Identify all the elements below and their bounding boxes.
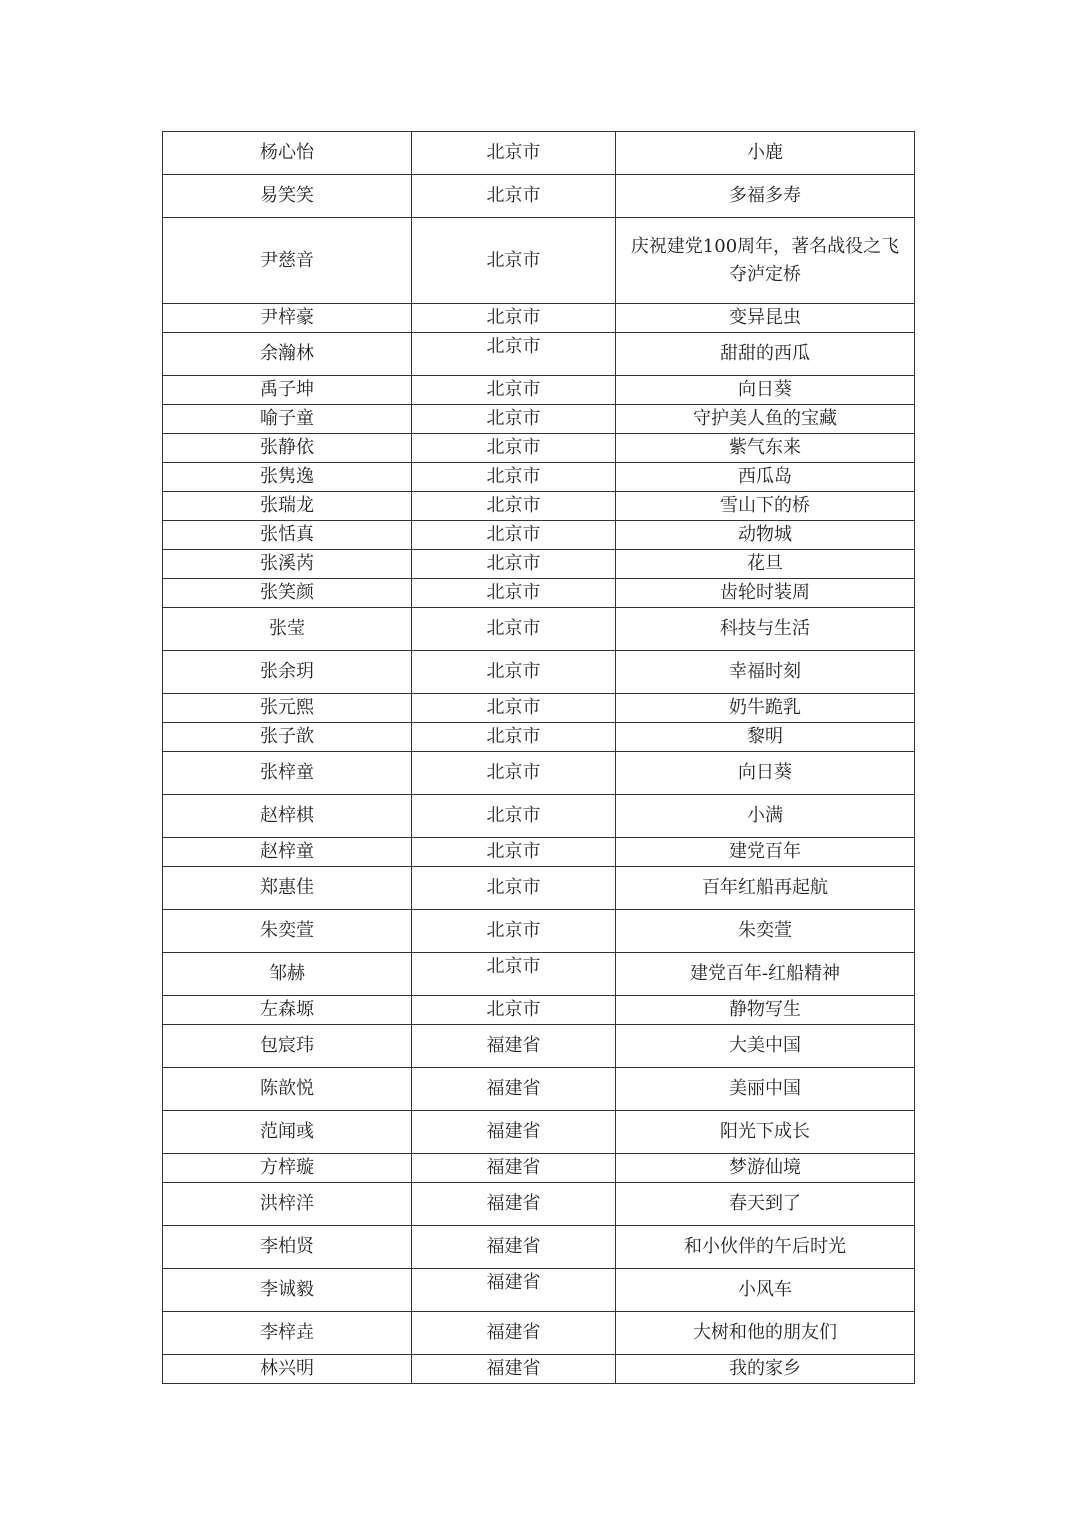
region-cell: 福建省 <box>412 1025 616 1068</box>
title-cell: 梦游仙境 <box>616 1154 915 1183</box>
title-cell: 建党百年-红船精神 <box>616 953 915 996</box>
name-cell: 张瑞龙 <box>163 492 412 521</box>
title-cell: 幸福时刻 <box>616 651 915 694</box>
name-cell: 赵梓棋 <box>163 795 412 838</box>
region-cell: 福建省 <box>412 1183 616 1226</box>
title-cell: 花旦 <box>616 550 915 579</box>
table-row <box>163 694 915 723</box>
region-cell: 福建省 <box>412 1154 616 1183</box>
title-cell: 甜甜的西瓜 <box>616 333 915 376</box>
table-row <box>163 1111 915 1154</box>
name-cell: 林兴明 <box>163 1355 412 1384</box>
table-row <box>163 1154 915 1183</box>
table-row <box>163 651 915 694</box>
region-cell: 北京市 <box>412 953 616 996</box>
title-cell: 向日葵 <box>616 376 915 405</box>
name-cell: 李梓垚 <box>163 1312 412 1355</box>
name-cell: 洪梓洋 <box>163 1183 412 1226</box>
table-row <box>163 867 915 910</box>
region-cell: 北京市 <box>412 752 616 795</box>
table-row <box>163 434 915 463</box>
title-cell: 我的家乡 <box>616 1355 915 1384</box>
name-cell: 李柏贤 <box>163 1226 412 1269</box>
title-cell: 庆祝建党100周年，著名战役之飞夺泸定桥 <box>616 218 915 304</box>
title-cell: 大美中国 <box>616 1025 915 1068</box>
name-cell: 张静依 <box>163 434 412 463</box>
title-cell: 守护美人鱼的宝藏 <box>616 405 915 434</box>
name-cell: 尹慈音 <box>163 218 412 304</box>
title-cell: 小满 <box>616 795 915 838</box>
table-row <box>163 953 915 996</box>
title-cell: 美丽中国 <box>616 1068 915 1111</box>
region-cell: 福建省 <box>412 1111 616 1154</box>
title-cell: 多福多寿 <box>616 175 915 218</box>
name-cell: 朱奕萱 <box>163 910 412 953</box>
table-row <box>163 1025 915 1068</box>
name-cell: 余瀚林 <box>163 333 412 376</box>
table-row <box>163 376 915 405</box>
title-cell: 科技与生活 <box>616 608 915 651</box>
region-cell: 北京市 <box>412 694 616 723</box>
title-cell: 阳光下成长 <box>616 1111 915 1154</box>
table-row <box>163 1269 915 1312</box>
name-cell: 尹梓豪 <box>163 304 412 333</box>
name-cell: 张笑颜 <box>163 579 412 608</box>
region-cell: 北京市 <box>412 492 616 521</box>
region-cell: 北京市 <box>412 608 616 651</box>
table-row <box>163 795 915 838</box>
title-cell: 动物城 <box>616 521 915 550</box>
region-cell: 北京市 <box>412 910 616 953</box>
table-row <box>163 333 915 376</box>
name-cell: 赵梓童 <box>163 838 412 867</box>
name-cell: 张恬真 <box>163 521 412 550</box>
title-cell: 静物写生 <box>616 996 915 1025</box>
table-row <box>163 996 915 1025</box>
table-row <box>163 463 915 492</box>
name-cell: 禹子坤 <box>163 376 412 405</box>
region-cell: 福建省 <box>412 1355 616 1384</box>
region-cell: 北京市 <box>412 175 616 218</box>
table-row <box>163 304 915 333</box>
table-row <box>163 1068 915 1111</box>
name-cell: 陈歆悦 <box>163 1068 412 1111</box>
table-row <box>163 218 915 304</box>
table-row <box>163 175 915 218</box>
region-cell: 北京市 <box>412 218 616 304</box>
region-cell: 北京市 <box>412 521 616 550</box>
entries-table <box>162 131 915 1384</box>
region-cell: 北京市 <box>412 405 616 434</box>
title-cell: 向日葵 <box>616 752 915 795</box>
title-cell: 变异昆虫 <box>616 304 915 333</box>
table-row <box>163 723 915 752</box>
region-cell: 北京市 <box>412 579 616 608</box>
name-cell: 包宸玮 <box>163 1025 412 1068</box>
name-cell: 李诚毅 <box>163 1269 412 1312</box>
name-cell: 杨心怡 <box>163 132 412 175</box>
region-cell: 北京市 <box>412 376 616 405</box>
title-cell: 和小伙伴的午后时光 <box>616 1226 915 1269</box>
name-cell: 方梓璇 <box>163 1154 412 1183</box>
region-cell: 福建省 <box>412 1226 616 1269</box>
title-cell: 小风车 <box>616 1269 915 1312</box>
title-cell: 大树和他的朋友们 <box>616 1312 915 1355</box>
table-row <box>163 752 915 795</box>
name-cell: 张元熙 <box>163 694 412 723</box>
region-cell: 福建省 <box>412 1068 616 1111</box>
region-cell: 北京市 <box>412 795 616 838</box>
title-cell: 雪山下的桥 <box>616 492 915 521</box>
region-cell: 福建省 <box>412 1312 616 1355</box>
title-cell: 齿轮时装周 <box>616 579 915 608</box>
table-row <box>163 1355 915 1384</box>
table-row <box>163 405 915 434</box>
title-cell: 西瓜岛 <box>616 463 915 492</box>
table-body <box>163 132 915 1384</box>
name-cell: 左森塬 <box>163 996 412 1025</box>
title-cell: 黎明 <box>616 723 915 752</box>
title-cell: 紫气东来 <box>616 434 915 463</box>
name-cell: 张莹 <box>163 608 412 651</box>
table-row <box>163 521 915 550</box>
region-cell: 北京市 <box>412 550 616 579</box>
table-row <box>163 608 915 651</box>
name-cell: 张梓童 <box>163 752 412 795</box>
region-cell: 北京市 <box>412 333 616 376</box>
name-cell: 张子歆 <box>163 723 412 752</box>
region-cell: 北京市 <box>412 434 616 463</box>
title-cell: 百年红船再起航 <box>616 867 915 910</box>
region-cell: 福建省 <box>412 1269 616 1312</box>
title-cell: 建党百年 <box>616 838 915 867</box>
table-row <box>163 1312 915 1355</box>
name-cell: 张隽逸 <box>163 463 412 492</box>
name-cell: 喻子童 <box>163 405 412 434</box>
name-cell: 郑惠佳 <box>163 867 412 910</box>
table-row <box>163 550 915 579</box>
table-row <box>163 132 915 175</box>
name-cell: 张余玥 <box>163 651 412 694</box>
title-cell: 春天到了 <box>616 1183 915 1226</box>
table-row <box>163 492 915 521</box>
title-cell: 奶牛跪乳 <box>616 694 915 723</box>
region-cell: 北京市 <box>412 838 616 867</box>
region-cell: 北京市 <box>412 304 616 333</box>
region-cell: 北京市 <box>412 651 616 694</box>
table-row <box>163 579 915 608</box>
table-row <box>163 910 915 953</box>
region-cell: 北京市 <box>412 867 616 910</box>
region-cell: 北京市 <box>412 132 616 175</box>
title-cell: 朱奕萱 <box>616 910 915 953</box>
table-row <box>163 1183 915 1226</box>
region-cell: 北京市 <box>412 463 616 492</box>
name-cell: 范闻彧 <box>163 1111 412 1154</box>
table-row <box>163 838 915 867</box>
table-row <box>163 1226 915 1269</box>
name-cell: 张溪芮 <box>163 550 412 579</box>
region-cell: 北京市 <box>412 723 616 752</box>
name-cell: 易笑笑 <box>163 175 412 218</box>
region-cell: 北京市 <box>412 996 616 1025</box>
name-cell: 邹赫 <box>163 953 412 996</box>
title-cell: 小鹿 <box>616 132 915 175</box>
